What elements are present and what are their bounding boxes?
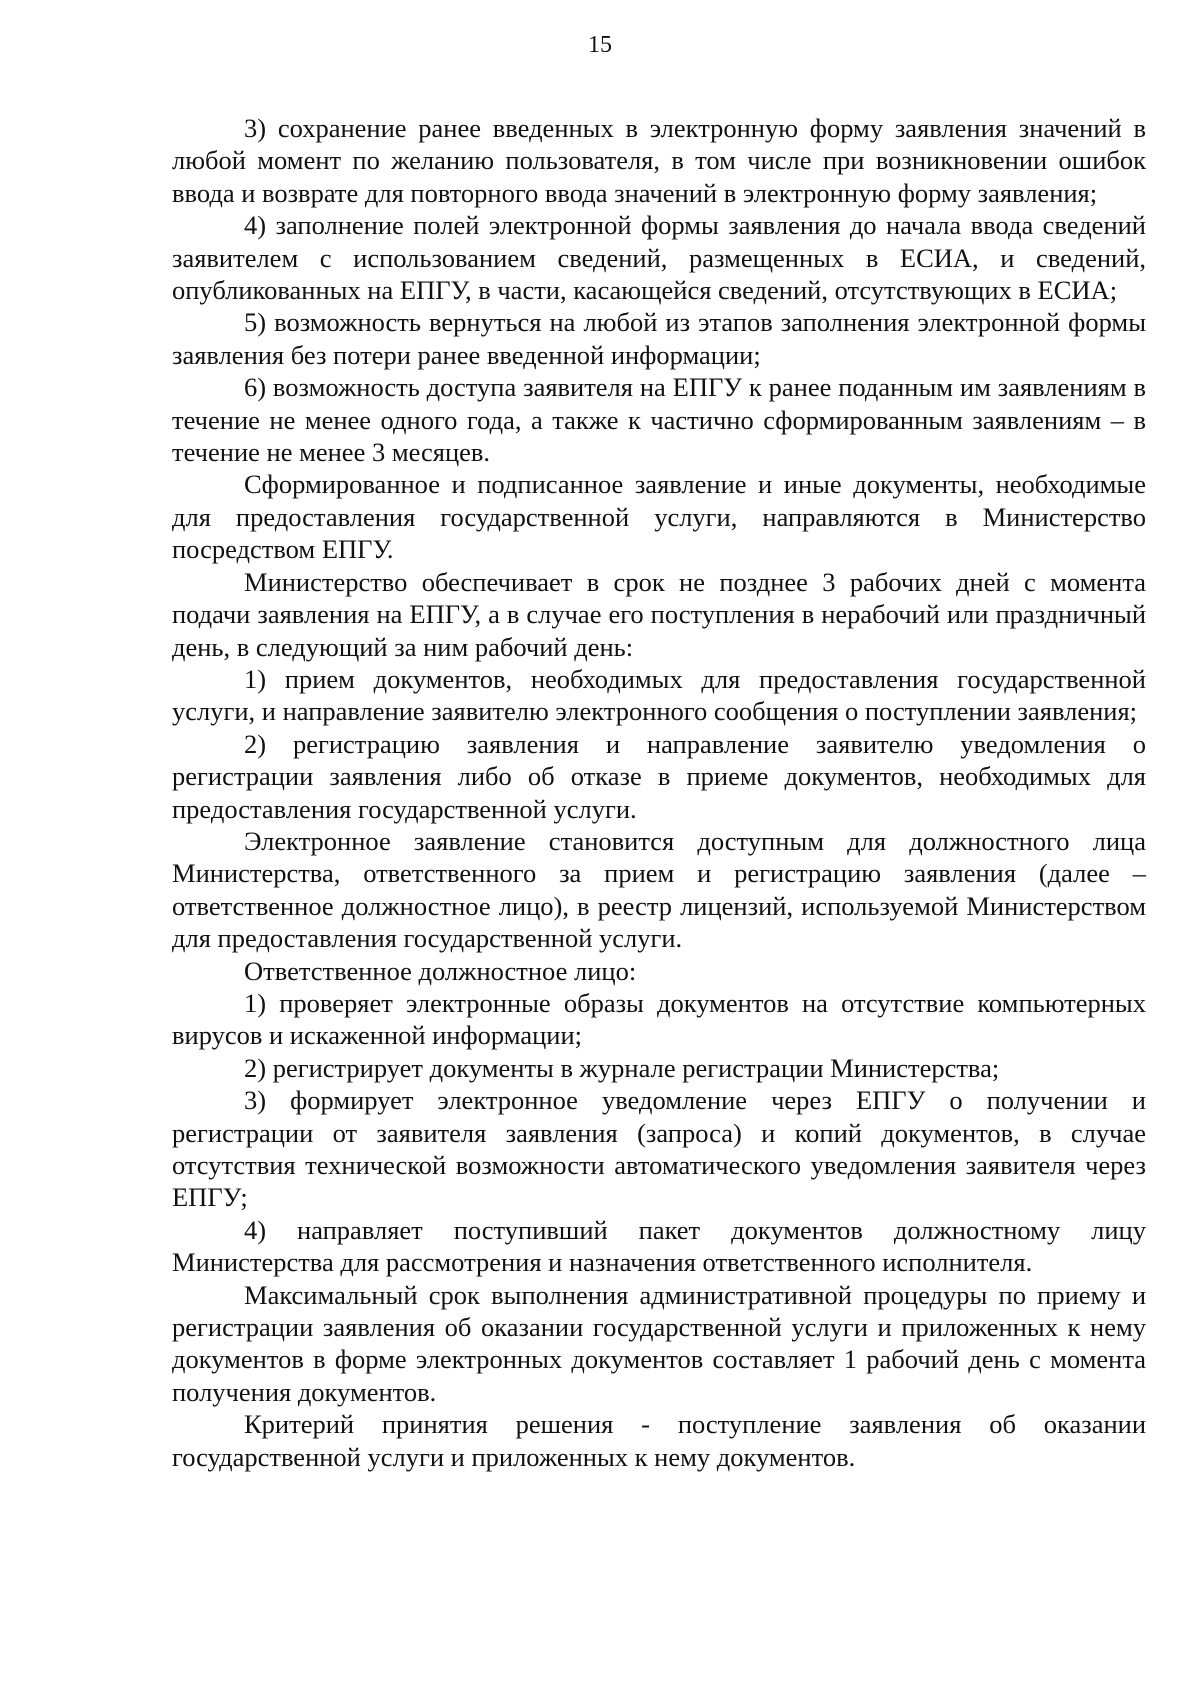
page-number: 15 xyxy=(588,32,612,58)
paragraph-item-4: 4) заполнение полей электронной формы заявления до начала ввода сведений заявителем с использованием сведений, размещенных в ЕСИА, и сведений, опубликованных на ЕПГУ, в части, касающейся сведений, отсутствующих в ЕСИА; xyxy=(172,210,1146,306)
paragraph-max-duration: Максимальный срок выполнения административной процедуры по приему и регистрации заявления об оказании государственной услуги и приложенных к нему документов в форме электронных документов составляет 1 рабочий день с момента получения документов. xyxy=(172,1279,1146,1407)
paragraph-item-6: 6) возможность доступа заявителя на ЕПГУ к ранее поданным им заявлениям в течение не менее одного года, а также к частично сформированным заявлениям – в течение не менее 3 месяцев. xyxy=(172,372,1146,468)
paragraph-official-item-1: 1) проверяет электронные образы документов на отсутствие компьютерных вирусов и искаженной информации; xyxy=(172,987,1146,1051)
paragraph-acceptance-item-1: 1) прием документов, необходимых для предоставления государственной услуги, и направление заявителю электронного сообщения о поступлении заявления; xyxy=(172,663,1146,727)
document-body xyxy=(172,112,1146,1473)
paragraph-official-item-2: 2) регистрирует документы в журнале регистрации Министерства; xyxy=(244,1052,1000,1083)
paragraph-acceptance-item-2: 2) регистрацию заявления и направление заявителю уведомления о регистрации заявления либо об отказе в приеме документов, необходимых для предоставления государственной услуги. xyxy=(172,728,1146,824)
paragraph-decision-criterion: Критерий принятия решения - поступление заявления об оказании государственной услуги и приложенных к нему документов. xyxy=(172,1409,1146,1472)
paragraph-item-3: 3) сохранение ранее введенных в электронную форму заявления значений в любой момент по желанию пользователя, в том числе при возникновении ошибок ввода и возврате для повторного ввода значений в электронную форму заявления; xyxy=(172,113,1146,208)
paragraph-electronic-application: Электронное заявление становится доступным для должностного лица Министерства, ответственного за прием и регистрацию заявления (далее – ответственное должностное лицо), в реестр лицензий, используемой Министерством для предоставления государственной услуги. xyxy=(172,825,1146,954)
paragraph-item-5: 5) возможность вернуться на любой из этапов заполнения электронной формы заявления без потери ранее введенной информации; xyxy=(172,307,1146,370)
paragraph-official-item-4: 4) направляет поступивший пакет документов должностному лицу Министерства для рассмотрения и назначения ответственного исполнителя. xyxy=(172,1214,1146,1278)
paragraph-official-item-3: 3) формирует электронное уведомление через ЕПГУ о получении и регистрации от заявителя заявления (запроса) и копий документов, в случае отсутствия технической возможности автоматического уведомления заявителя через ЕПГУ; xyxy=(172,1085,1146,1213)
paragraph-submission: Сформированное и подписанное заявление и иные документы, необходимые для предоставления государственной услуги, направляются в Министерство посредством ЕПГУ. xyxy=(172,469,1146,565)
paragraph-ministry-obligations: Министерство обеспечивает в срок не позднее 3 рабочих дней с момента подачи заявления на ЕПГУ, а в случае его поступления в нерабочий или праздничный день, в следующий за ним рабочий день: xyxy=(172,566,1146,662)
paragraph-responsible-official: Ответственное должностное лицо: xyxy=(244,955,637,986)
